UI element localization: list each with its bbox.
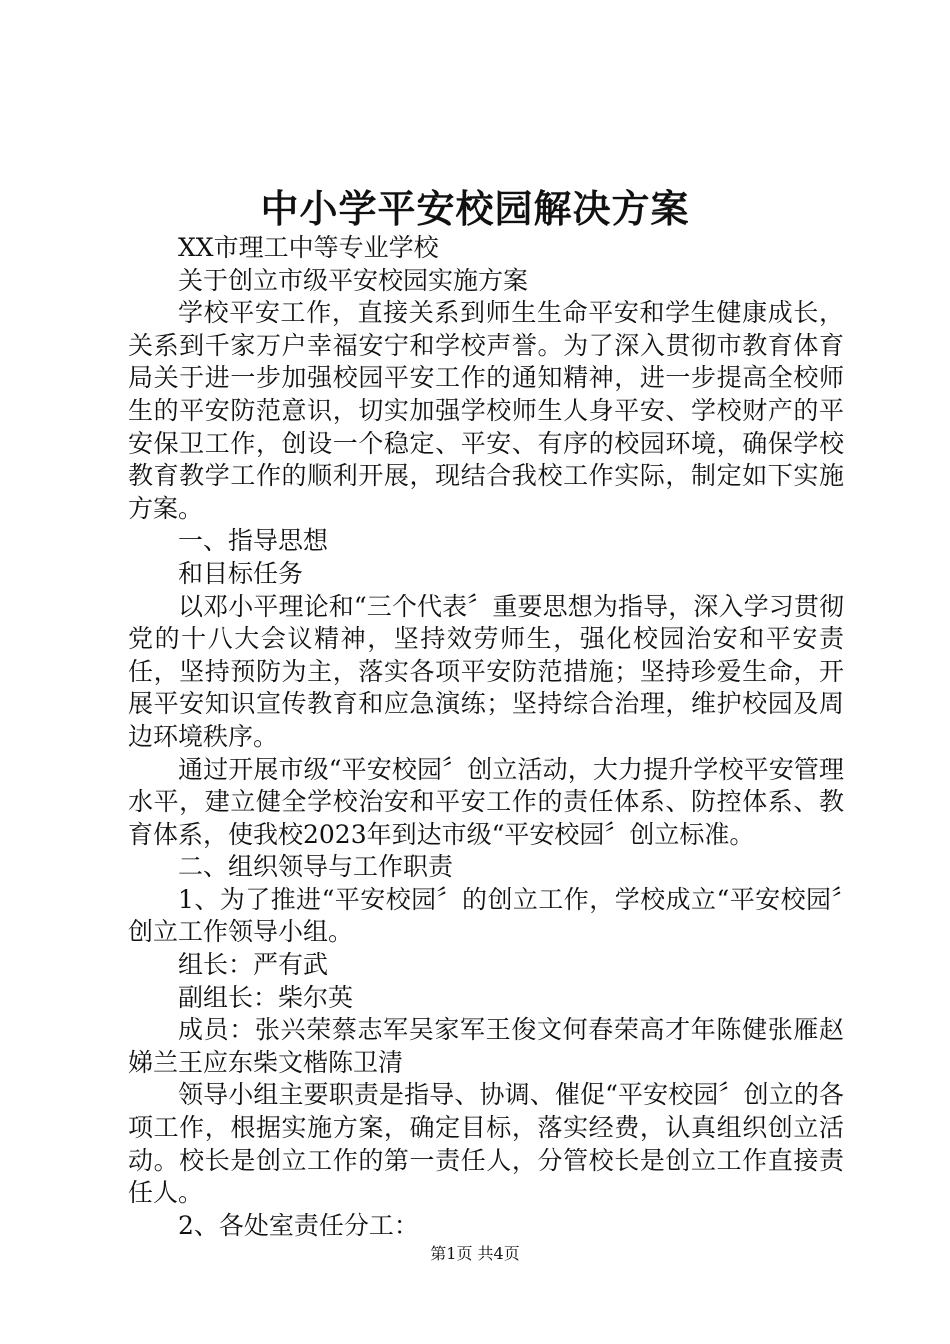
document-title: 中小学平安校园解决方案 <box>260 186 690 231</box>
school-name: XX市理工中等专业学校 <box>178 233 439 262</box>
target-paragraph: 通过开展市级“平安校园〞创立活动，大力提升学校平安管理水平，建立健全学校治安和平安工作的责任体系、防控体系、教育体系，使我校2023年到达市级“平安校园〞创立标准。 <box>128 754 844 849</box>
deputy-group-leader: 副组长：柴尔英 <box>178 982 354 1012</box>
leadership-group-paragraph: 1、为了推进“平安校园〞的创立工作，学校成立“平安校园〞创立工作领导小组。 <box>128 884 844 947</box>
section-heading-2: 二、组织领导与工作职责 <box>178 852 454 882</box>
document-body <box>128 232 844 1242</box>
guiding-thought-paragraph: 以邓小平理论和“三个代表〞重要思想为指导，深入学习贯彻党的十八大会议精神，坚持效劳师生，强化校园治安和平安责任，坚持预防为主，落实各项平安防范措施；坚持珍爱生命，开展平安知识宣传教育和应急演练；坚持综合治理，维护校园及周边环境秩序。 <box>128 591 844 751</box>
department-duties-heading: 2、各处室责任分工： <box>178 1210 419 1240</box>
plan-subtitle: 关于创立市级平安校园实施方案 <box>178 265 529 295</box>
section-heading-1-cont: 和目标任务 <box>178 558 304 588</box>
group-members: 成员：张兴荣蔡志军吴家军王俊文何春荣高才年陈健张雁赵娣兰王应东柴文楷陈卫清 <box>128 1015 844 1077</box>
intro-paragraph: 学校平安工作，直接关系到师生生命平安和学生健康成长，关系到千家万户幸福安宁和学校声誉。为了深入贯彻市教育体育局关于进一步加强校园平安工作的通知精神，进一步提高全校师生的平安防范意识，切实加强学校师生人身平安、学校财产的平安保卫工作，创设一个稳定、平安、有序的校园环境，确保学校教育教学工作的顺利开展，现结合我校工作实际，制定如下实施方案。 <box>128 298 844 523</box>
responsibilities-paragraph: 领导小组主要职责是指导、协调、催促“平安校园〞创立的各项工作，根据实施方案，确定目标，落实经费，认真组织创立活动。校长是创立工作的第一责任人，分管校长是创立工作直接责任人。 <box>128 1080 844 1208</box>
group-leader: 组长：严有武 <box>178 950 329 980</box>
section-heading-1: 一、指导思想 <box>178 526 329 556</box>
page-number: 第1页 共4页 <box>430 1244 520 1263</box>
